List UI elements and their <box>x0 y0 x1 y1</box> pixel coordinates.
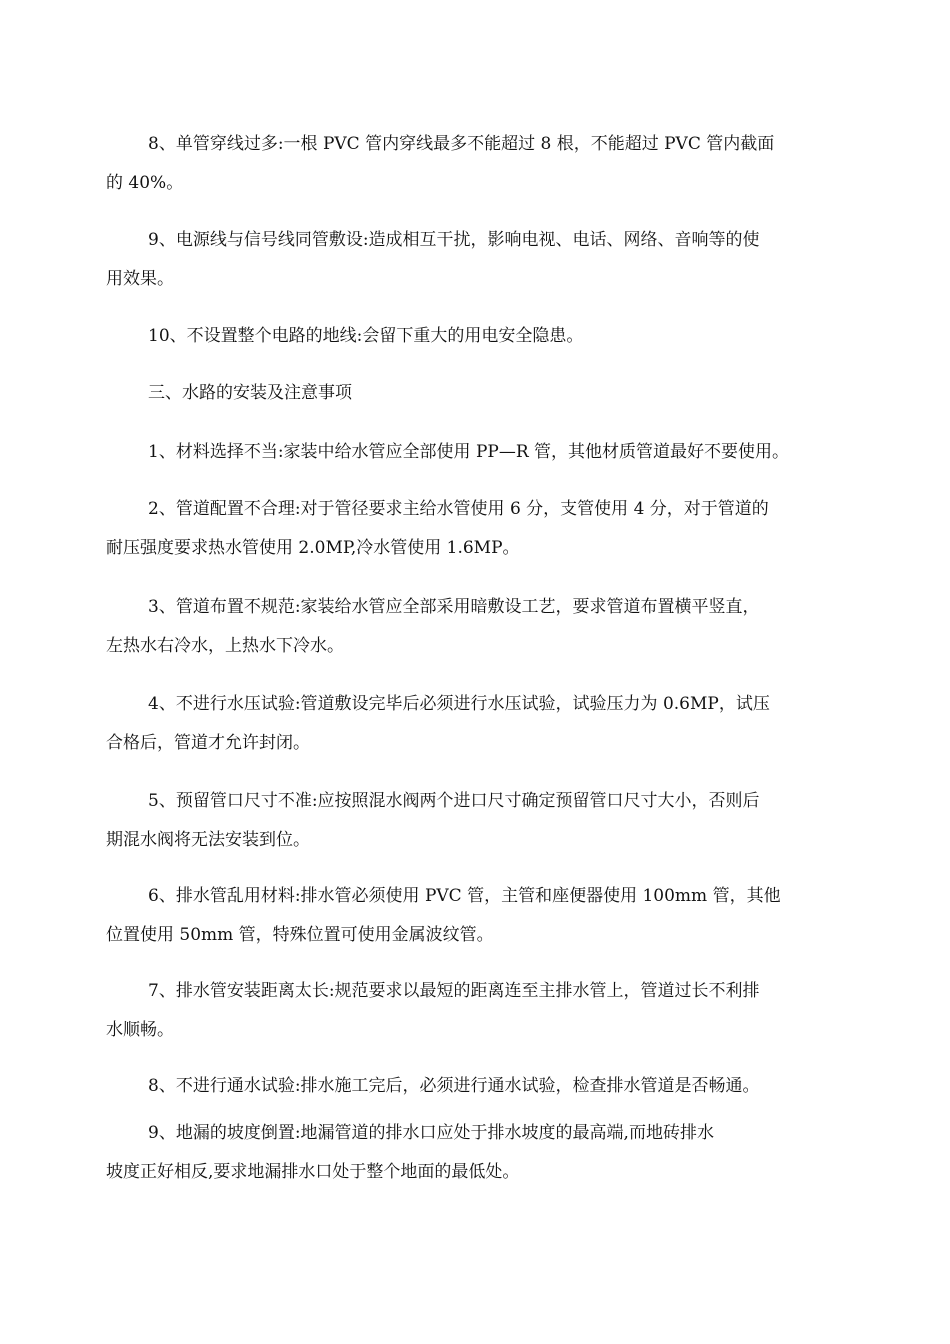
paragraph-reserved-outlet-size <box>106 782 851 860</box>
paragraph-line: 8、不进行通水试验:排水施工完后，必须进行通水试验，检查排水管道是否畅通。 <box>148 1076 760 1096</box>
section-title: 三、水路的安装及注意事项 <box>148 383 352 403</box>
paragraph-line: 4、不进行水压试验:管道敷设完毕后必须进行水压试验，试验压力为 0.6MP，试压 <box>148 694 770 714</box>
paragraph-material-choice <box>106 433 851 472</box>
paragraph-pipe-configuration <box>106 490 851 568</box>
paragraph-line: 左热水右冷水，上热水下冷水。 <box>106 636 344 656</box>
paragraph-line: 用效果。 <box>106 269 174 289</box>
paragraph-drain-pipe-material <box>106 877 851 955</box>
paragraph-signal-power-same-conduit <box>106 221 851 299</box>
paragraph-line: 6、排水管乱用材料:排水管必须使用 PVC 管，主管和座便器使用 100mm 管，其他 <box>148 886 781 906</box>
paragraph-wiring-overfill <box>106 125 851 203</box>
paragraph-line: 耐压强度要求热水管使用 2.0MP,冷水管使用 1.6MP。 <box>106 538 520 558</box>
paragraph-line: 8、单管穿线过多:一根 PVC 管内穿线最多不能超过 8 根，不能超过 PVC 管内截面 <box>148 134 775 154</box>
paragraph-line: 期混水阀将无法安装到位。 <box>106 830 310 850</box>
paragraph-line: 10、不设置整个电路的地线:会留下重大的用电安全隐患。 <box>148 326 584 346</box>
paragraph-no-ground-wire <box>106 317 851 356</box>
paragraph-floor-drain-slope <box>106 1114 851 1192</box>
paragraph-line: 坡度正好相反,要求地漏排水口处于整个地面的最低处。 <box>106 1162 520 1182</box>
paragraph-drain-pipe-length <box>106 972 851 1050</box>
section-heading-water <box>106 374 851 413</box>
paragraph-line: 1、材料选择不当:家装中给水管应全部使用 PP—R 管，其他材质管道最好不要使用。 <box>148 442 790 462</box>
paragraph-line: 的 40%。 <box>106 173 184 193</box>
paragraph-flow-test <box>106 1067 851 1106</box>
paragraph-line: 3、管道布置不规范:家装给水管应全部采用暗敷设工艺，要求管道布置横平竖直， <box>148 597 760 617</box>
paragraph-line: 9、地漏的坡度倒置:地漏管道的排水口应处于排水坡度的最高端,而地砖排水 <box>148 1123 714 1143</box>
paragraph-line: 9、电源线与信号线同管敷设:造成相互干扰，影响电视、电话、网络、音响等的使 <box>148 230 760 250</box>
paragraph-line: 合格后，管道才允许封闭。 <box>106 733 310 753</box>
paragraph-pressure-test <box>106 685 851 763</box>
paragraph-line: 5、预留管口尺寸不准:应按照混水阀两个进口尺寸确定预留管口尺寸大小，否则后 <box>148 791 760 811</box>
paragraph-line: 位置使用 50mm 管，特殊位置可使用金属波纹管。 <box>106 925 494 945</box>
paragraph-line: 2、管道配置不合理:对于管径要求主给水管使用 6 分，支管使用 4 分，对于管道的 <box>148 499 769 519</box>
paragraph-line: 水顺畅。 <box>106 1020 174 1040</box>
paragraph-pipe-layout <box>106 588 851 666</box>
paragraph-line: 7、排水管安装距离太长:规范要求以最短的距离连至主排水管上，管道过长不利排 <box>148 981 760 1001</box>
